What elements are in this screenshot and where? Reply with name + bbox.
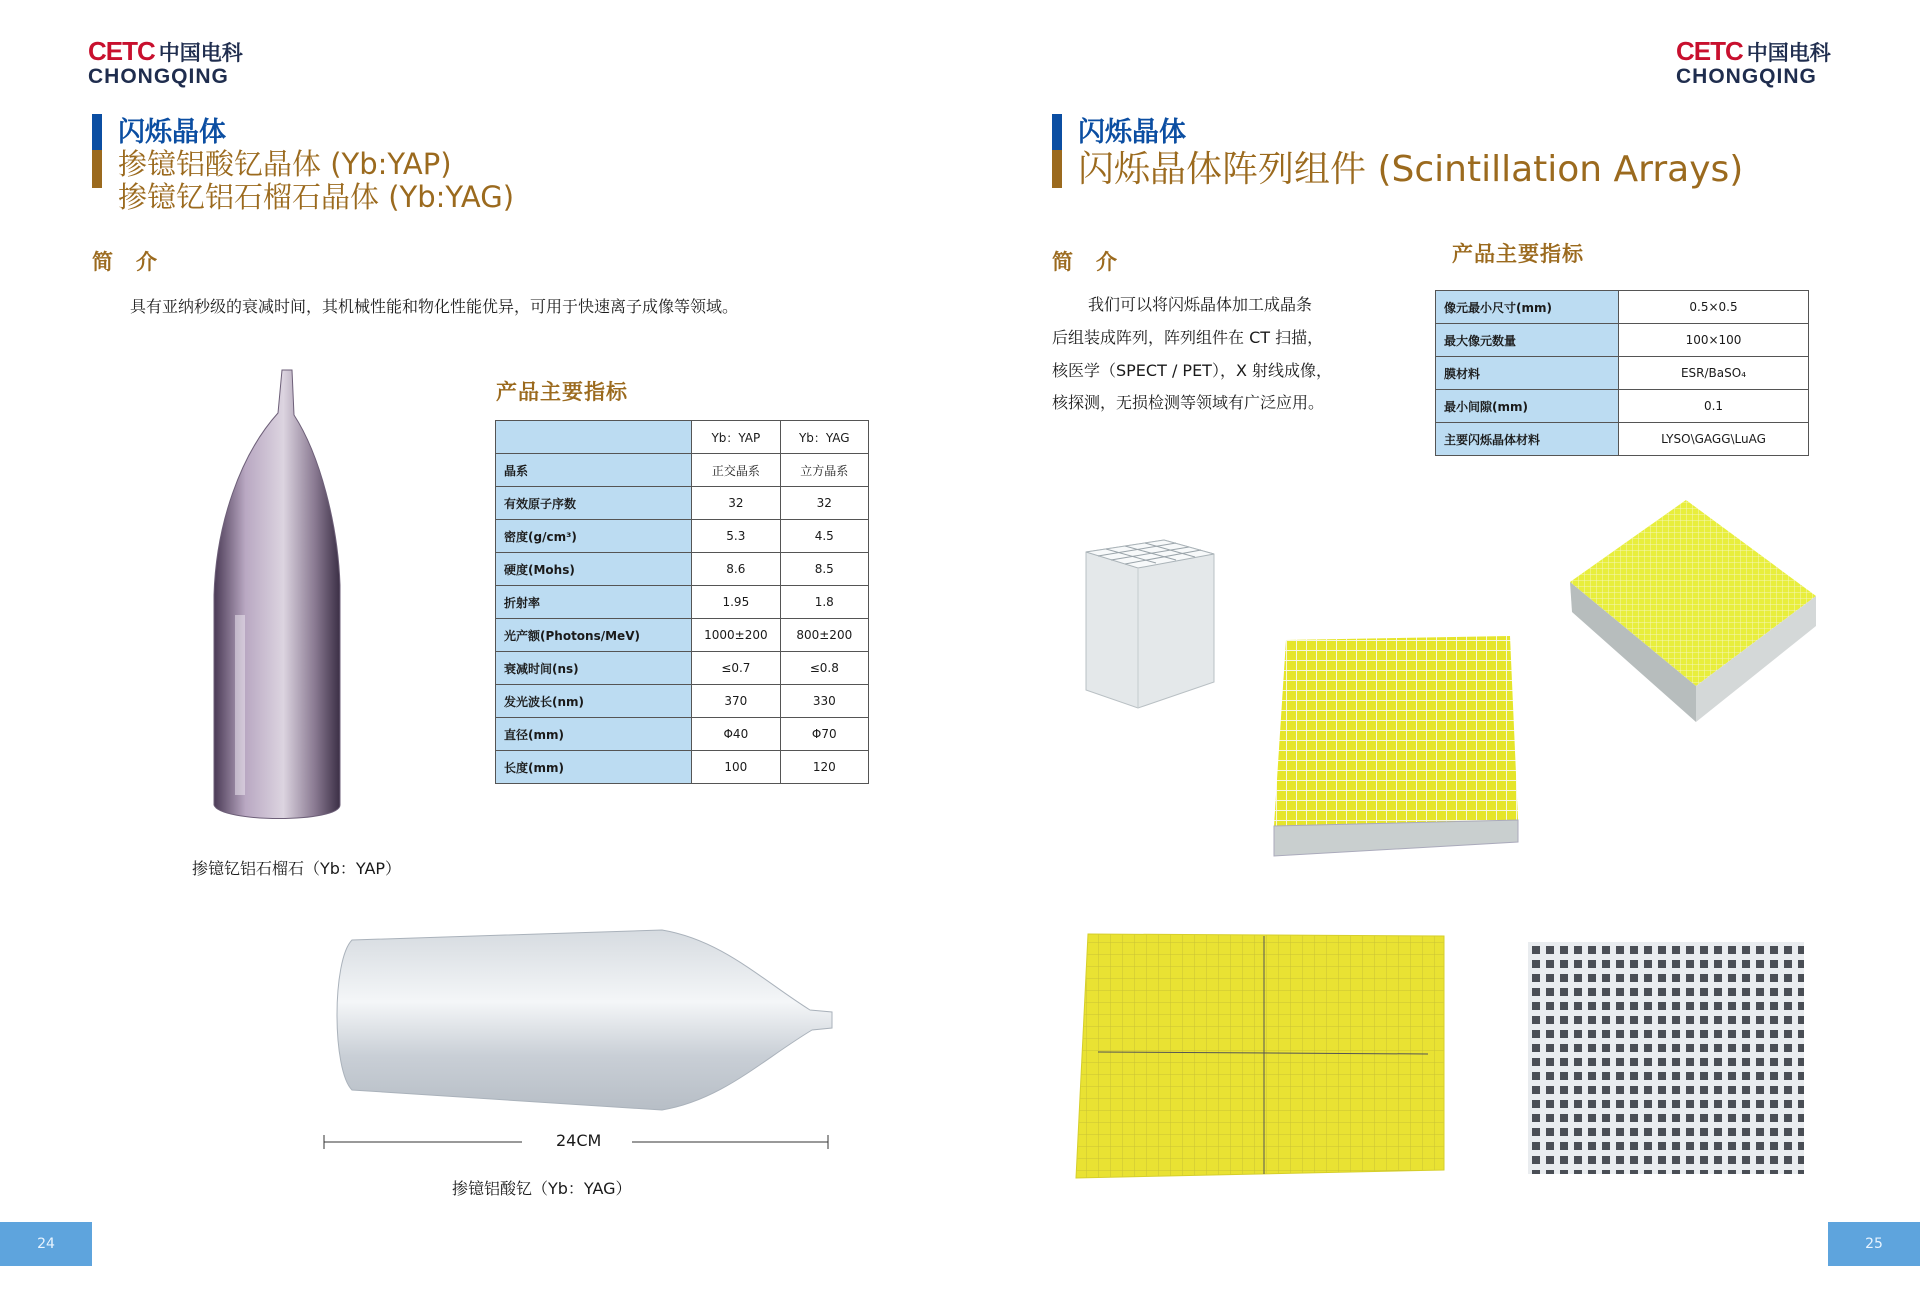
cell: 1.95: [692, 586, 780, 619]
cell: 120: [780, 751, 868, 784]
row-label: 硬度(Mohs): [496, 553, 692, 586]
cell: LYSO\GAGG\LuAG: [1619, 423, 1809, 456]
array-yellow-slab-photo: [1566, 496, 1818, 726]
table-row: [496, 553, 869, 586]
cell: 8.6: [692, 553, 780, 586]
row-label: 发光波长(nm): [496, 685, 692, 718]
logo-city: CHONGQING: [1676, 65, 1817, 88]
table-row: [1436, 357, 1809, 390]
cell: ≤0.8: [780, 652, 868, 685]
table-corner: [496, 421, 692, 454]
cell: 800±200: [780, 619, 868, 652]
caption-top: 掺镱钇铝石榴石（Yb：YAP）: [192, 859, 402, 878]
intro-heading: 简 介: [1052, 250, 1118, 274]
row-label: 折射率: [496, 586, 692, 619]
title-bar-blue: [1052, 114, 1062, 150]
cell: 370: [692, 685, 780, 718]
cell: Φ40: [692, 718, 780, 751]
intro-line: 我们可以将闪烁晶体加工成晶条: [1088, 295, 1313, 314]
row-label: 有效原子序数: [496, 487, 692, 520]
table-row: [1436, 423, 1809, 456]
title-bar-gold: [1052, 150, 1062, 188]
cell: 0.5×0.5: [1619, 291, 1809, 324]
crystal-yap-photo: [200, 365, 350, 830]
table-row: [496, 454, 869, 487]
section-title: 闪烁晶体: [118, 117, 226, 148]
table-row: [496, 718, 869, 751]
cetc-logo: [88, 36, 248, 88]
title-bar-gold: [92, 150, 102, 188]
logo-cn: 中国电科: [158, 41, 243, 65]
caption-bottom: 掺镱铝酸钇（Yb：YAG）: [452, 1179, 632, 1198]
intro-text: 具有亚纳秒级的衰减时间，其机械性能和物化性能优异，可用于快速离子成像等领域。: [130, 297, 739, 316]
cell: 0.1: [1619, 390, 1809, 423]
cell: 100×100: [1619, 324, 1809, 357]
logo-mark: CETC: [1676, 36, 1743, 66]
logo-cn: 中国电科: [1746, 41, 1831, 65]
section-title: 闪烁晶体: [1078, 117, 1186, 148]
spec-table: [495, 420, 869, 784]
spec-heading: 产品主要指标: [496, 380, 628, 404]
table-row: [1436, 291, 1809, 324]
cell: ESR/BaSO₄: [1619, 357, 1809, 390]
cell: 32: [780, 487, 868, 520]
row-label: 密度(g/cm³): [496, 520, 692, 553]
cell: Φ70: [780, 718, 868, 751]
product-title-line1: 掺镱铝酸钇晶体 (Yb:YAP): [118, 147, 452, 181]
cell: 1.8: [780, 586, 868, 619]
array-yellow-panel-photo: [1074, 930, 1446, 1182]
title-bar-blue: [92, 114, 102, 150]
table-row: [496, 586, 869, 619]
row-label: 主要闪烁晶体材料: [1436, 423, 1619, 456]
row-label: 晶系: [496, 454, 692, 487]
cell: 4.5: [780, 520, 868, 553]
intro-heading: 简 介: [92, 250, 158, 274]
page-number-left: 24: [0, 1222, 92, 1266]
table-row: [496, 685, 869, 718]
row-label: 长度(mm): [496, 751, 692, 784]
spec-table: [1435, 290, 1809, 456]
intro-line: 后组装成阵列，阵列组件在 CT 扫描，: [1052, 328, 1324, 347]
table-row: [496, 619, 869, 652]
table-row: [1436, 390, 1809, 423]
table-row: [496, 520, 869, 553]
array-white-grid-photo: [1528, 942, 1804, 1174]
col-header: Yb：YAG: [780, 421, 868, 454]
product-title-line2: 掺镱钇铝石榴石晶体 (Yb:YAG): [118, 180, 515, 214]
table-row: [496, 487, 869, 520]
table-row: [1436, 324, 1809, 357]
page-number-right: 25: [1828, 1222, 1920, 1266]
table-row: [496, 751, 869, 784]
cell: 8.5: [780, 553, 868, 586]
cell: 5.3: [692, 520, 780, 553]
cell: 立方晶系: [780, 454, 868, 487]
spec-heading: 产品主要指标: [1452, 242, 1584, 266]
array-yellow-grid-photo: [1266, 630, 1528, 858]
row-label: 衰减时间(ns): [496, 652, 692, 685]
intro-line: 核医学（SPECT / PET），X 射线成像，: [1052, 361, 1333, 380]
logo-mark: CETC: [88, 36, 155, 66]
scale-label: 24CM: [556, 1131, 602, 1150]
cell: ≤0.7: [692, 652, 780, 685]
row-label: 最大像元数量: [1436, 324, 1619, 357]
cell: 1000±200: [692, 619, 780, 652]
crystal-yag-photo: [322, 920, 842, 1120]
cetc-logo: [1676, 36, 1836, 88]
cell: 正交晶系: [692, 454, 780, 487]
table-row: [496, 652, 869, 685]
product-title: 闪烁晶体阵列组件 (Scintillation Arrays): [1078, 149, 1744, 190]
row-label: 像元最小尺寸(mm): [1436, 291, 1619, 324]
intro-line: 核探测，无损检测等领域有广泛应用。: [1052, 393, 1325, 412]
col-header: Yb：YAP: [692, 421, 780, 454]
cell: 100: [692, 751, 780, 784]
row-label: 光产额(Photons/MeV): [496, 619, 692, 652]
row-label: 膜材料: [1436, 357, 1619, 390]
row-label: 直径(mm): [496, 718, 692, 751]
cell: 330: [780, 685, 868, 718]
row-label: 最小间隙(mm): [1436, 390, 1619, 423]
logo-city: CHONGQING: [88, 65, 229, 88]
cell: 32: [692, 487, 780, 520]
array-small-clear-photo: [1080, 512, 1220, 712]
